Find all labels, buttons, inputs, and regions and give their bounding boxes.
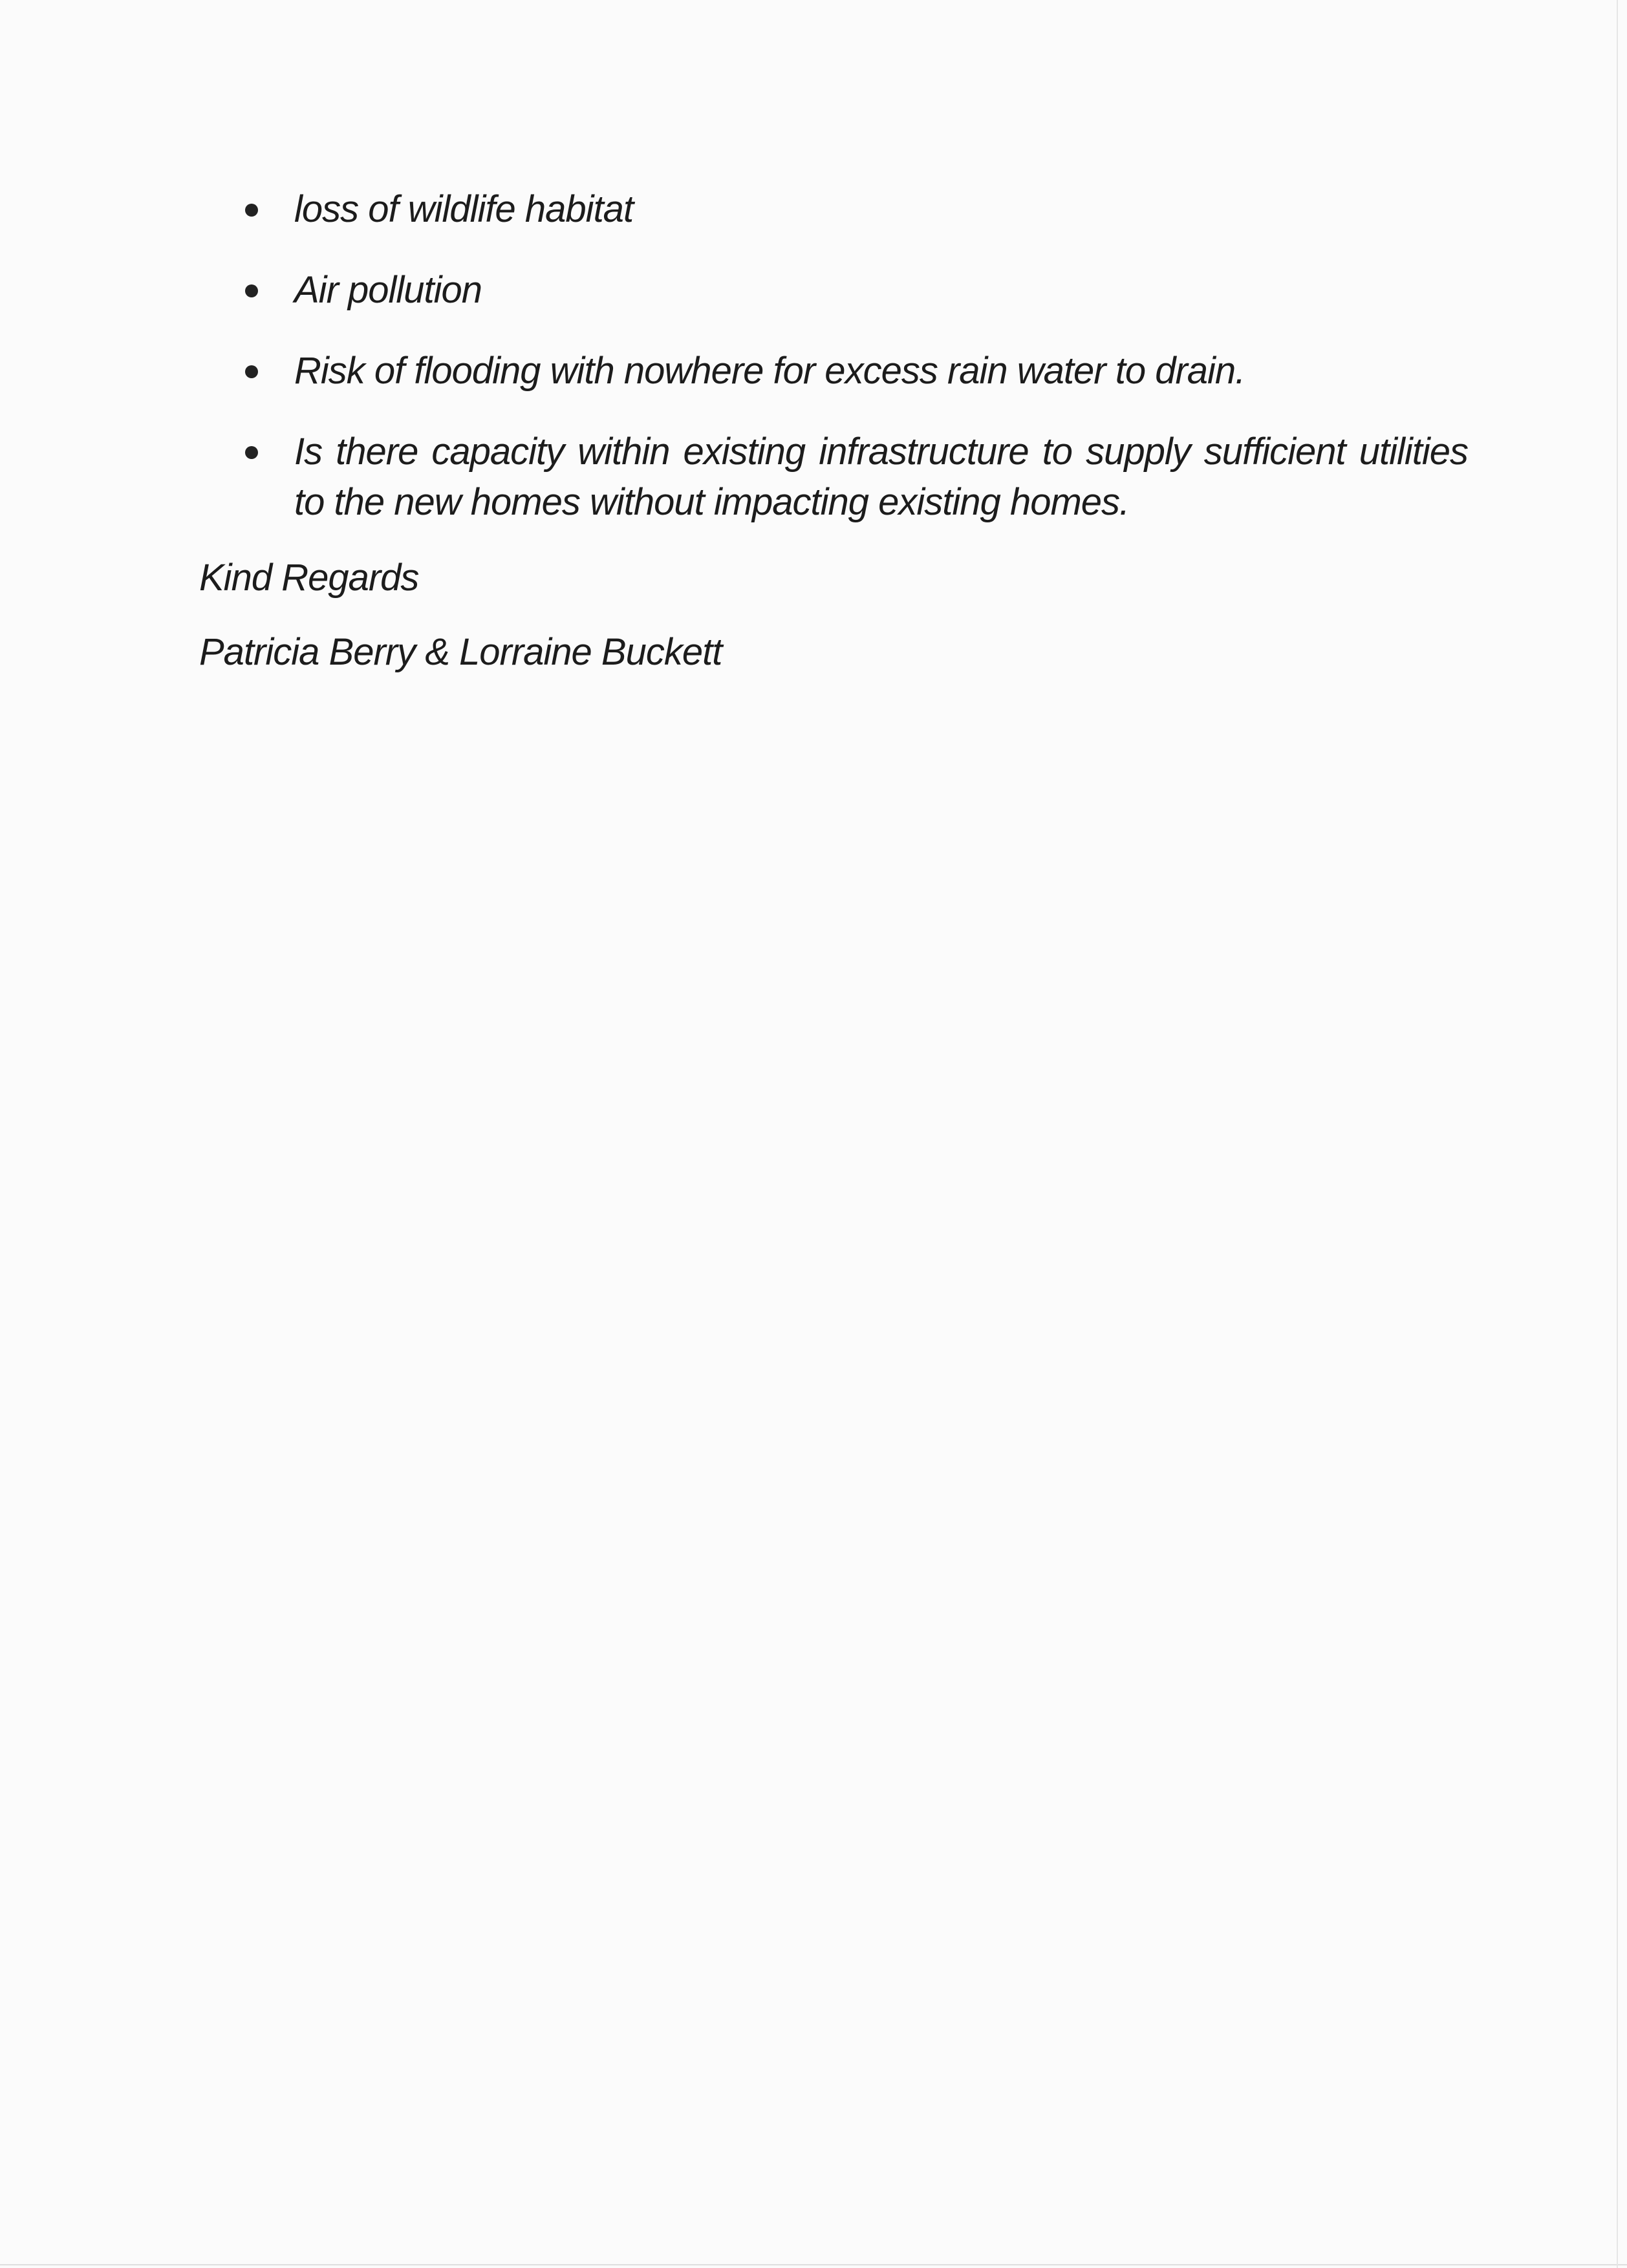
list-item — [239, 427, 1468, 528]
bullet-icon — [245, 204, 258, 217]
list-item — [239, 265, 1468, 316]
signature-names: Patricia Berry & Lorraine Buckett — [199, 631, 722, 673]
closing-line: Kind Regards — [199, 557, 419, 599]
page-bottom-edge — [0, 2264, 1627, 2265]
bullet-icon — [245, 446, 258, 459]
bullet-text: loss of wildlife habitat — [294, 188, 634, 230]
bullet-text: Risk of flooding with nowhere for excess rain water to drain. — [294, 350, 1245, 392]
bullet-text: Air pollution — [294, 269, 482, 311]
bullet-icon — [245, 284, 258, 297]
list-item — [239, 346, 1468, 396]
bullet-text: Is there capacity within existing infrastructure to supply sufficient utilities to the new homes without impacting existing homes. — [294, 431, 1468, 523]
concerns-list — [239, 184, 1468, 558]
bullet-icon — [245, 365, 258, 378]
list-item — [239, 184, 1468, 235]
